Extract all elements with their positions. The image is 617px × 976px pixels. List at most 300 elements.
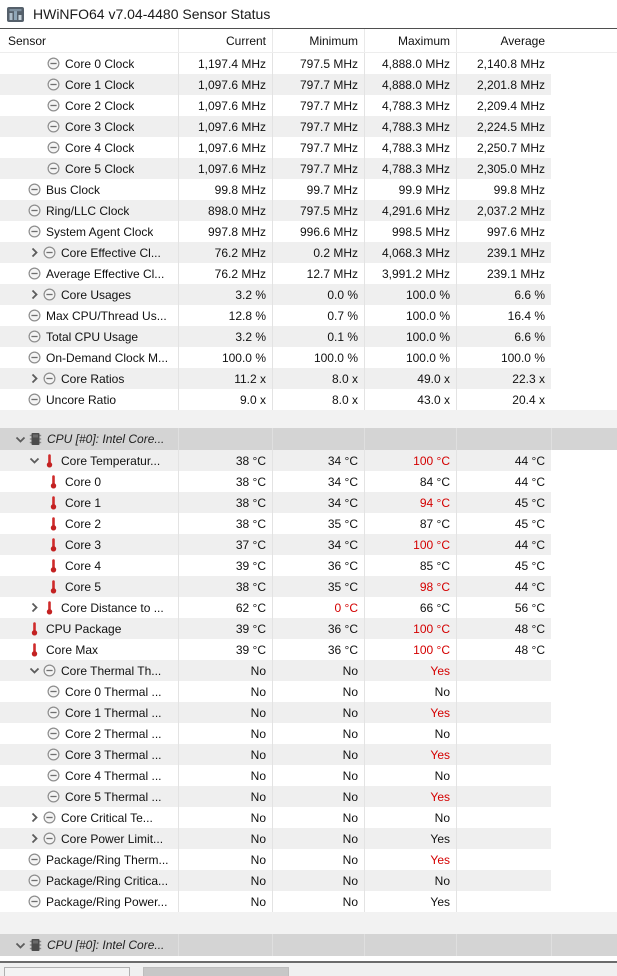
current-value: No	[178, 681, 272, 702]
thermometer-icon	[42, 600, 57, 615]
maximum-value: 4,291.6 MHz	[364, 200, 456, 221]
clock-icon	[46, 98, 61, 113]
current-value: 3.2 %	[178, 326, 272, 347]
chevron-right-icon[interactable]	[26, 831, 42, 847]
thermometer-icon	[46, 474, 61, 489]
sensor-name-cell	[0, 891, 178, 912]
sensor-name-cell	[0, 723, 178, 744]
sensor-label: System Agent Clock	[46, 224, 154, 239]
sensor-name-cell	[0, 221, 178, 242]
chevron-right-icon[interactable]	[26, 810, 42, 826]
minimum-value: 34 °C	[272, 534, 364, 555]
current-value: No	[178, 765, 272, 786]
sensor-name-cell	[0, 828, 178, 849]
sensor-label: Core Power Limit...	[61, 831, 164, 846]
sensor-label: Core 1 Clock	[65, 77, 135, 92]
current-value: 898.0 MHz	[178, 200, 272, 221]
average-value: 45 °C	[456, 555, 551, 576]
sensor-row[interactable]	[0, 179, 551, 200]
section-header-cell	[456, 428, 551, 450]
sensor-name-cell	[0, 660, 178, 681]
column-header-minimum[interactable]: Minimum	[272, 29, 364, 52]
sensor-name-cell	[0, 242, 178, 263]
section-header-cell	[178, 428, 272, 450]
sensor-row[interactable]	[0, 450, 551, 471]
current-value: 37 °C	[178, 534, 272, 555]
maximum-value: 100 °C	[364, 534, 456, 555]
minimum-value: No	[272, 891, 364, 912]
sensor-label: Core 3 Thermal ...	[65, 747, 162, 762]
current-value: No	[178, 849, 272, 870]
sensor-label: Core 4	[65, 558, 102, 573]
average-value: 2,305.0 MHz	[456, 158, 551, 179]
average-value: 44 °C	[456, 576, 551, 597]
clock-icon	[42, 810, 57, 825]
clock-icon	[46, 140, 61, 155]
section-header-cell	[456, 934, 551, 956]
minimum-value: No	[272, 807, 364, 828]
clock-icon	[27, 203, 42, 218]
average-value: 16.4 %	[456, 305, 551, 326]
maximum-value: Yes	[364, 702, 456, 723]
average-value: 45 °C	[456, 513, 551, 534]
sensor-label: Core Critical Te...	[61, 810, 153, 825]
sensor-label: Core 1	[65, 495, 102, 510]
minimum-value: No	[272, 828, 364, 849]
sensor-label: Core 5 Thermal ...	[65, 789, 162, 804]
sensor-row[interactable]	[0, 828, 551, 849]
minimum-value: 8.0 x	[272, 389, 364, 410]
average-value: 100.0 %	[456, 347, 551, 368]
sensor-label: Max CPU/Thread Us...	[46, 308, 167, 323]
sensor-row[interactable]	[0, 723, 551, 744]
chevron-right-icon[interactable]	[26, 245, 42, 261]
average-value: 6.6 %	[456, 326, 551, 347]
minimum-value: 34 °C	[272, 450, 364, 471]
column-header-row	[0, 29, 617, 53]
average-value: 48 °C	[456, 639, 551, 660]
minimum-value: 34 °C	[272, 492, 364, 513]
footer-toolbar	[0, 963, 617, 976]
current-value: No	[178, 786, 272, 807]
maximum-value: 998.5 MHz	[364, 221, 456, 242]
sensor-label: Core Max	[46, 642, 99, 657]
average-value	[456, 765, 551, 786]
clock-icon	[46, 789, 61, 804]
column-header-sensor[interactable]: Sensor	[8, 33, 47, 48]
chip-icon	[28, 432, 43, 447]
sensor-row[interactable]	[0, 263, 551, 284]
sensor-name-cell	[0, 326, 178, 347]
maximum-value: No	[364, 870, 456, 891]
sensor-label: Core 1 Thermal ...	[65, 705, 162, 720]
sensor-label: On-Demand Clock M...	[46, 350, 169, 365]
maximum-value: 100 °C	[364, 639, 456, 660]
minimum-value: 797.7 MHz	[272, 158, 364, 179]
minimum-value: 35 °C	[272, 513, 364, 534]
minimum-value: No	[272, 744, 364, 765]
sensor-label: Core 0 Clock	[65, 56, 135, 71]
sensor-row[interactable]	[0, 200, 551, 221]
sensor-name-cell	[0, 786, 178, 807]
section-header-cell	[272, 428, 364, 450]
sensor-row[interactable]	[0, 786, 551, 807]
average-value	[456, 870, 551, 891]
maximum-value: 3,991.2 MHz	[364, 263, 456, 284]
current-value: 9.0 x	[178, 389, 272, 410]
maximum-value: 4,068.3 MHz	[364, 242, 456, 263]
sensor-name-cell	[0, 702, 178, 723]
current-value: 38 °C	[178, 576, 272, 597]
current-value: 100.0 %	[178, 347, 272, 368]
clock-icon	[46, 119, 61, 134]
average-value: 2,250.7 MHz	[456, 137, 551, 158]
average-value: 48 °C	[456, 618, 551, 639]
current-value: 1,197.4 MHz	[178, 53, 272, 74]
sensor-name-cell	[0, 492, 178, 513]
maximum-value: 100.0 %	[364, 305, 456, 326]
maximum-value: 100.0 %	[364, 284, 456, 305]
maximum-value: 100.0 %	[364, 347, 456, 368]
maximum-value: 100.0 %	[364, 326, 456, 347]
section-title: CPU [#0]: Intel Core...	[47, 432, 165, 446]
minimum-value: 0.0 %	[272, 284, 364, 305]
current-value: 39 °C	[178, 555, 272, 576]
chevron-down-icon[interactable]	[12, 431, 28, 447]
average-value: 45 °C	[456, 492, 551, 513]
sensor-row[interactable]	[0, 555, 551, 576]
window-titlebar[interactable]	[0, 0, 617, 28]
chevron-right-icon[interactable]	[26, 371, 42, 387]
sensor-row[interactable]	[0, 389, 551, 410]
sensor-row[interactable]	[0, 492, 551, 513]
clock-icon	[27, 873, 42, 888]
maximum-value: 4,788.3 MHz	[364, 95, 456, 116]
clock-icon	[46, 726, 61, 741]
sensor-row[interactable]	[0, 368, 551, 389]
minimum-value: 797.7 MHz	[272, 137, 364, 158]
current-value: 39 °C	[178, 639, 272, 660]
thermometer-icon	[42, 453, 57, 468]
sensor-label: Core 5 Clock	[65, 161, 135, 176]
minimum-value: 8.0 x	[272, 368, 364, 389]
maximum-value: 4,888.0 MHz	[364, 53, 456, 74]
thermometer-icon	[46, 558, 61, 573]
sensor-name-cell	[0, 158, 178, 179]
chevron-right-icon[interactable]	[26, 287, 42, 303]
sensor-row[interactable]	[0, 513, 551, 534]
sensor-label: Core Effective Cl...	[61, 245, 161, 260]
minimum-value: 0.2 MHz	[272, 242, 364, 263]
maximum-value: 4,788.3 MHz	[364, 116, 456, 137]
average-value: 2,201.8 MHz	[456, 74, 551, 95]
current-value: No	[178, 660, 272, 681]
maximum-value: Yes	[364, 786, 456, 807]
current-value: No	[178, 807, 272, 828]
section-header-row[interactable]	[0, 428, 617, 450]
clock-icon	[27, 308, 42, 323]
average-value	[456, 660, 551, 681]
average-value: 6.6 %	[456, 284, 551, 305]
current-value: 39 °C	[178, 618, 272, 639]
maximum-value: 94 °C	[364, 492, 456, 513]
clock-icon	[42, 831, 57, 846]
minimum-value: 12.7 MHz	[272, 263, 364, 284]
current-value: 12.8 %	[178, 305, 272, 326]
average-value: 2,140.8 MHz	[456, 53, 551, 74]
minimum-value: 0.1 %	[272, 326, 364, 347]
minimum-value: 36 °C	[272, 639, 364, 660]
current-value: No	[178, 723, 272, 744]
maximum-value: 66 °C	[364, 597, 456, 618]
average-value	[456, 702, 551, 723]
average-value	[456, 786, 551, 807]
clock-icon	[46, 77, 61, 92]
sensor-row[interactable]	[0, 639, 551, 660]
sensor-name-cell	[0, 53, 178, 74]
sensor-label: Core 5	[65, 579, 102, 594]
clock-icon	[46, 747, 61, 762]
sensor-label: Core 2	[65, 516, 102, 531]
sensor-name-cell	[0, 389, 178, 410]
average-value: 20.4 x	[456, 389, 551, 410]
thermometer-icon	[46, 495, 61, 510]
minimum-value: 0 °C	[272, 597, 364, 618]
sensor-label: Total CPU Usage	[46, 329, 139, 344]
sensor-name-cell	[0, 95, 178, 116]
sensor-name-cell	[0, 368, 178, 389]
sensor-name-cell	[0, 74, 178, 95]
hwinfo-app-icon	[7, 7, 24, 22]
minimum-value: 797.7 MHz	[272, 95, 364, 116]
sensor-row[interactable]	[0, 137, 551, 158]
sensor-row[interactable]	[0, 471, 551, 492]
maximum-value: 4,788.3 MHz	[364, 137, 456, 158]
sensor-name-cell	[0, 618, 178, 639]
minimum-value: 0.7 %	[272, 305, 364, 326]
minimum-value: No	[272, 786, 364, 807]
sensor-label: Bus Clock	[46, 182, 101, 197]
sensor-label: Core Thermal Th...	[61, 663, 162, 678]
sensor-name-cell	[0, 555, 178, 576]
sensor-label: Package/Ring Critica...	[46, 873, 169, 888]
minimum-value: No	[272, 765, 364, 786]
sensor-row[interactable]	[0, 53, 551, 74]
clock-icon	[27, 894, 42, 909]
current-value: No	[178, 891, 272, 912]
sensor-row[interactable]	[0, 618, 551, 639]
sensor-row[interactable]	[0, 158, 551, 179]
minimum-value: 34 °C	[272, 471, 364, 492]
thermometer-icon	[27, 642, 42, 657]
clock-icon	[27, 852, 42, 867]
minimum-value: 99.7 MHz	[272, 179, 364, 200]
section-header-cell	[551, 934, 617, 956]
sensor-row[interactable]	[0, 284, 551, 305]
sensor-label: Core Usages	[61, 287, 132, 302]
clock-icon	[46, 684, 61, 699]
maximum-value: 100 °C	[364, 450, 456, 471]
sensor-name-cell	[0, 849, 178, 870]
current-value: 3.2 %	[178, 284, 272, 305]
sensor-name-cell	[0, 305, 178, 326]
clock-icon	[27, 224, 42, 239]
chevron-down-icon[interactable]	[26, 453, 42, 469]
sensor-name-cell	[0, 137, 178, 158]
section-title: CPU [#0]: Intel Core...	[47, 938, 165, 952]
average-value	[456, 807, 551, 828]
minimum-value: No	[272, 681, 364, 702]
sensor-name-cell	[0, 744, 178, 765]
sensor-label: Core 4 Clock	[65, 140, 135, 155]
minimum-value: 35 °C	[272, 576, 364, 597]
sensor-row[interactable]	[0, 116, 551, 137]
sensor-name-cell	[0, 513, 178, 534]
sensor-name-cell	[0, 263, 178, 284]
sensor-table-body	[0, 53, 617, 956]
minimum-value: No	[272, 723, 364, 744]
sensor-label: Core Ratios	[61, 371, 125, 386]
sensor-row[interactable]	[0, 849, 551, 870]
chevron-down-icon[interactable]	[12, 937, 28, 953]
clock-icon	[42, 371, 57, 386]
sensor-row[interactable]	[0, 891, 551, 912]
clock-icon	[27, 329, 42, 344]
maximum-value: Yes	[364, 744, 456, 765]
minimum-value: 36 °C	[272, 555, 364, 576]
minimum-value: 100.0 %	[272, 347, 364, 368]
sensor-row[interactable]	[0, 221, 551, 242]
minimum-value: No	[272, 660, 364, 681]
maximum-value: No	[364, 723, 456, 744]
current-value: 38 °C	[178, 471, 272, 492]
current-value: 99.8 MHz	[178, 179, 272, 200]
clock-icon	[27, 182, 42, 197]
minimum-value: 797.5 MHz	[272, 53, 364, 74]
sensor-label: Core Distance to ...	[61, 600, 164, 615]
maximum-value: Yes	[364, 660, 456, 681]
current-value: No	[178, 702, 272, 723]
sensor-label: Core 0 Thermal ...	[65, 684, 162, 699]
sensor-name-cell	[0, 597, 178, 618]
column-header-maximum[interactable]: Maximum	[364, 29, 456, 52]
thermometer-icon	[46, 537, 61, 552]
maximum-value: 99.9 MHz	[364, 179, 456, 200]
section-header-cell	[178, 934, 272, 956]
clock-icon	[46, 705, 61, 720]
chevron-right-icon[interactable]	[26, 600, 42, 616]
sensor-name-cell	[0, 576, 178, 597]
current-value: 62 °C	[178, 597, 272, 618]
average-value: 239.1 MHz	[456, 263, 551, 284]
maximum-value: No	[364, 681, 456, 702]
maximum-value: No	[364, 765, 456, 786]
sensor-row[interactable]	[0, 744, 551, 765]
chevron-down-icon[interactable]	[26, 663, 42, 679]
sensor-label: Ring/LLC Clock	[46, 203, 130, 218]
current-value: 76.2 MHz	[178, 263, 272, 284]
average-value: 44 °C	[456, 471, 551, 492]
section-header-cell	[272, 934, 364, 956]
maximum-value: No	[364, 807, 456, 828]
sensor-row[interactable]	[0, 870, 551, 891]
sensor-label: Core 2 Thermal ...	[65, 726, 162, 741]
sensor-row[interactable]	[0, 576, 551, 597]
sensor-name-cell	[0, 807, 178, 828]
sensor-name-cell	[0, 284, 178, 305]
window-title: HWiNFO64 v7.04-4480 Sensor Status	[33, 6, 271, 22]
minimum-value: 797.5 MHz	[272, 200, 364, 221]
sensor-row[interactable]	[0, 660, 551, 681]
current-value: 38 °C	[178, 513, 272, 534]
sensor-row[interactable]	[0, 681, 551, 702]
sensor-label: Core 4 Thermal ...	[65, 768, 162, 783]
sensor-label: Core 3 Clock	[65, 119, 135, 134]
clock-icon	[27, 266, 42, 281]
maximum-value: 87 °C	[364, 513, 456, 534]
sensor-row[interactable]	[0, 807, 551, 828]
current-value: No	[178, 828, 272, 849]
chip-icon	[28, 938, 43, 953]
current-value: 1,097.6 MHz	[178, 158, 272, 179]
maximum-value: Yes	[364, 828, 456, 849]
sensor-row[interactable]	[0, 597, 551, 618]
column-header-average[interactable]: Average	[456, 29, 551, 52]
sensor-row[interactable]	[0, 326, 551, 347]
section-header-cell	[364, 934, 456, 956]
section-header-row[interactable]	[0, 934, 617, 956]
average-value	[456, 744, 551, 765]
clock-icon	[42, 287, 57, 302]
sensor-row[interactable]	[0, 347, 551, 368]
maximum-value: Yes	[364, 891, 456, 912]
sensor-row[interactable]	[0, 242, 551, 263]
average-value: 44 °C	[456, 450, 551, 471]
average-value: 22.3 x	[456, 368, 551, 389]
average-value: 2,224.5 MHz	[456, 116, 551, 137]
sensor-name-cell	[0, 681, 178, 702]
sensor-label: Uncore Ratio	[46, 392, 117, 407]
column-header-current[interactable]: Current	[178, 29, 272, 52]
average-value: 997.6 MHz	[456, 221, 551, 242]
current-value: 1,097.6 MHz	[178, 95, 272, 116]
sensor-label: Package/Ring Power...	[46, 894, 168, 909]
minimum-value: 36 °C	[272, 618, 364, 639]
minimum-value: No	[272, 702, 364, 723]
sensor-label: Core 2 Clock	[65, 98, 135, 113]
sensor-row[interactable]	[0, 74, 551, 95]
clock-icon	[46, 56, 61, 71]
sensor-row[interactable]	[0, 95, 551, 116]
sensor-row[interactable]	[0, 765, 551, 786]
section-gap	[0, 410, 617, 428]
thermometer-icon	[27, 621, 42, 636]
maximum-value: 100 °C	[364, 618, 456, 639]
sensor-name-cell	[0, 179, 178, 200]
current-value: 997.8 MHz	[178, 221, 272, 242]
sensor-row[interactable]	[0, 702, 551, 723]
current-value: No	[178, 744, 272, 765]
sensor-label: CPU Package	[46, 621, 122, 636]
sensor-row[interactable]	[0, 305, 551, 326]
clock-icon	[27, 392, 42, 407]
current-value: 76.2 MHz	[178, 242, 272, 263]
minimum-value: 797.7 MHz	[272, 116, 364, 137]
sensor-row[interactable]	[0, 534, 551, 555]
maximum-value: 85 °C	[364, 555, 456, 576]
minimum-value: 996.6 MHz	[272, 221, 364, 242]
average-value: 239.1 MHz	[456, 242, 551, 263]
